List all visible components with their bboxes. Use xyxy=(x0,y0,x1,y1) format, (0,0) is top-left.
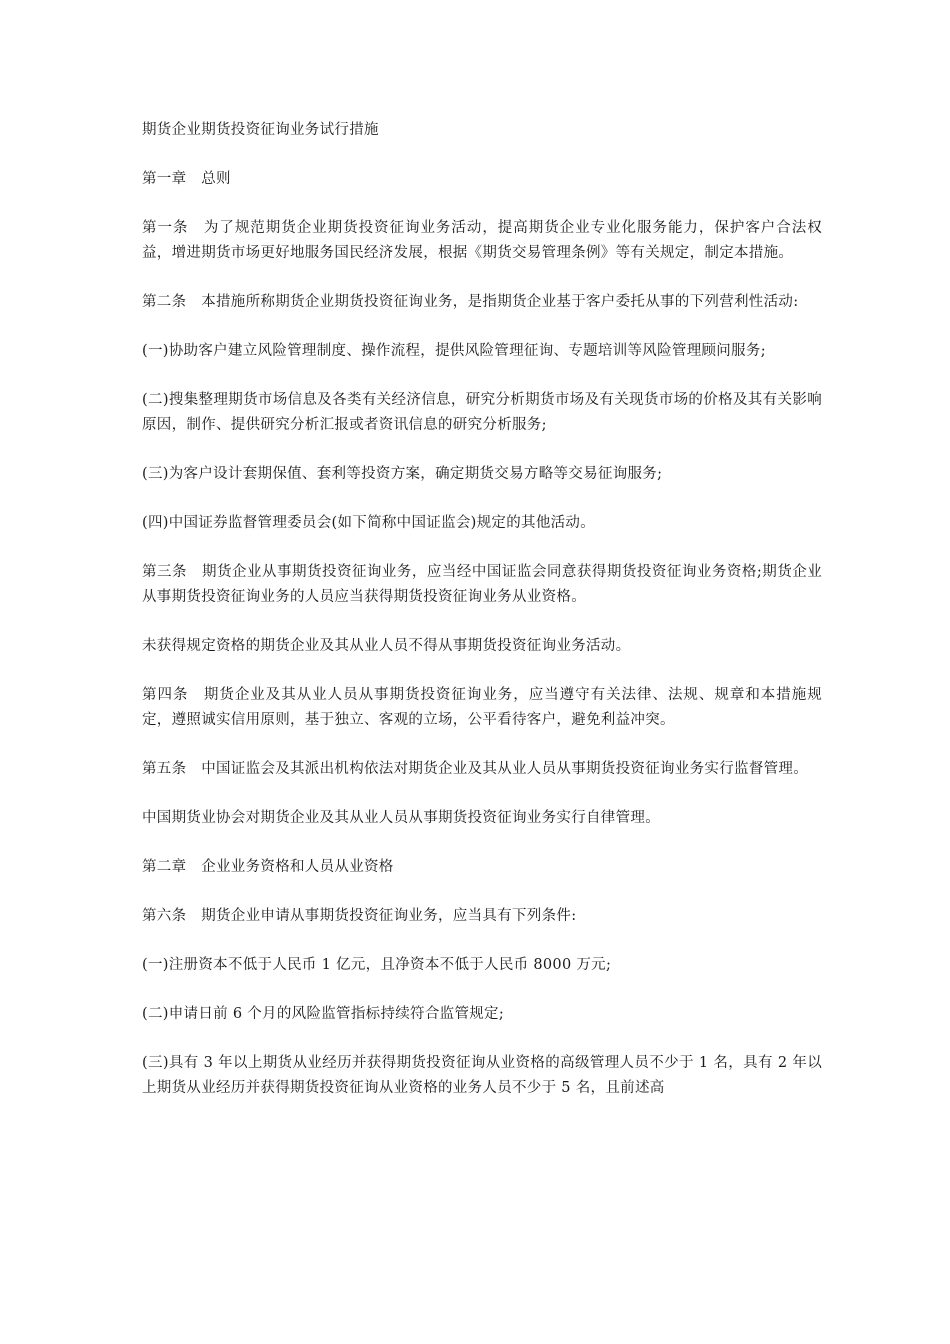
article-2: 第二条 本措施所称期货企业期货投资征询业务，是指期货企业基于客户委托从事的下列营利性活动: xyxy=(142,294,799,310)
article-6-item-2: (二)申请日前 6 个月的风险监管指标持续符合监管规定; xyxy=(142,1006,505,1022)
article-6: 第六条 期货企业申请从事期货投资征询业务，应当具有下列条件: xyxy=(142,908,577,924)
article-6-item-1: (一)注册资本不低于人民币 1 亿元，且净资本不低于人民币 8000 万元; xyxy=(142,957,612,973)
chapter-1-heading: 第一章 总则 xyxy=(142,171,231,187)
document-body xyxy=(142,118,822,1125)
article-2-item-1: (一)协助客户建立风险管理制度、操作流程，提供风险管理征询、专题培训等风险管理顾问服务; xyxy=(142,343,766,359)
chapter-2-heading: 第二章 企业业务资格和人员从业资格 xyxy=(142,859,394,875)
article-4: 第四条 期货企业及其从业人员从事期货投资征询业务，应当遵守有关法律、法规、规章和本措施规定，遵照诚实信用原则，基于独立、客观的立场，公平看待客户，避免利益冲突。 xyxy=(142,687,822,728)
article-2-item-2: (二)搜集整理期货市场信息及各类有关经济信息，研究分析期货市场及有关现货市场的价格及其有关影响原因，制作、提供研究分析汇报或者资讯信息的研究分析服务; xyxy=(142,392,822,433)
article-3: 第三条 期货企业从事期货投资征询业务，应当经中国证监会同意获得期货投资征询业务资格;期货企业从事期货投资征询业务的人员应当获得期货投资征询业务从业资格。 xyxy=(142,564,822,605)
article-1: 第一条 为了规范期货企业期货投资征询业务活动，提高期货企业专业化服务能力，保护客户合法权益，增进期货市场更好地服务国民经济发展，根据《期货交易管理条例》等有关规定，制定本措施。 xyxy=(142,220,822,261)
article-5: 第五条 中国证监会及其派出机构依法对期货企业及其从业人员从事期货投资征询业务实行监督管理。 xyxy=(142,761,808,777)
article-2-item-4: (四)中国证券监督管理委员会(如下简称中国证监会)规定的其他活动。 xyxy=(142,515,596,531)
article-2-item-3: (三)为客户设计套期保值、套利等投资方案，确定期货交易方略等交易征询服务; xyxy=(142,466,663,482)
article-5-paragraph-2: 中国期货业协会对期货企业及其从业人员从事期货投资征询业务实行自律管理。 xyxy=(142,810,660,826)
document-title: 期货企业期货投资征询业务试行措施 xyxy=(142,122,379,138)
article-3-paragraph-2: 未获得规定资格的期货企业及其从业人员不得从事期货投资征询业务活动。 xyxy=(142,638,631,654)
article-6-item-3: (三)具有 3 年以上期货从业经历并获得期货投资征询从业资格的高级管理人员不少于 1 名，具有 2 年以上期货从业经历并获得期货投资征询从业资格的业务人员不少于 5 名，且前述高 xyxy=(142,1055,822,1096)
